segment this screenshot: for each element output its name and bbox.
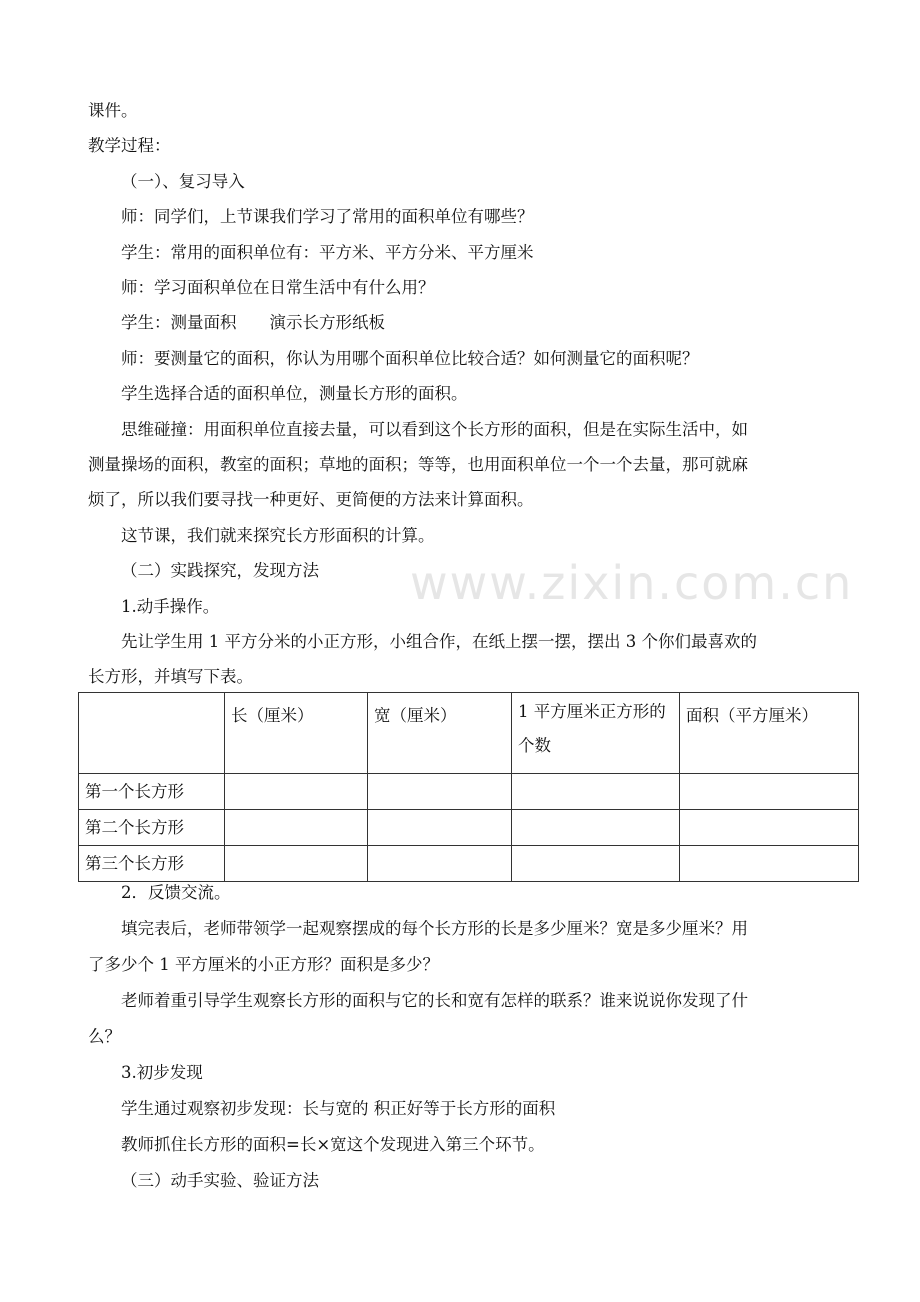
table-header-cell xyxy=(79,693,225,774)
text-line: 1.动手操作。 xyxy=(121,596,220,616)
text-line: 学生通过观察初步发现：长与宽的 积正好等于长方形的面积 xyxy=(121,1099,556,1118)
watermark: www.zixin.com.cn xyxy=(410,556,854,610)
table-row xyxy=(79,810,859,846)
rectangle-measurement-table xyxy=(78,692,859,882)
table-cell: 第三个长方形 xyxy=(79,846,225,882)
text-line: 么？ xyxy=(88,1027,121,1046)
table-header-cell xyxy=(512,693,680,774)
text-line: 老师着重引导学生观察长方形的面积与它的长和宽有怎样的联系？谁来说说你发现了什 xyxy=(121,991,748,1010)
table-header-text: 1 平方厘米正方形的个数 xyxy=(518,702,666,755)
table-cell xyxy=(512,774,680,810)
text-line: （二）实践探究，发现方法 xyxy=(121,561,319,581)
text-line: 学生：测量面积 演示长方形纸板 xyxy=(121,313,385,333)
table-header-cell: 宽（厘米） xyxy=(368,693,512,774)
table-cell: 第一个长方形 xyxy=(79,774,225,810)
text-line: 学生：常用的面积单位有：平方米、平方分米、平方厘米 xyxy=(121,242,534,262)
table-cell xyxy=(225,774,368,810)
text-line: 填完表后，老师带领学一起观察摆成的每个长方形的长是多少厘米？宽是多少厘米？用 xyxy=(121,919,748,938)
text-line: 测量操场的面积，教室的面积；草地的面积；等等，也用面积单位一个一个去量，那可就麻 xyxy=(88,455,748,474)
table-header-cell: 长（厘米） xyxy=(225,693,368,774)
text-line: 师：学习面积单位在日常生活中有什么用？ xyxy=(121,278,435,297)
text-line: 思维碰撞：用面积单位直接去量，可以看到这个长方形的面积，但是在实际生活中，如 xyxy=(121,419,748,439)
text-line: 烦了，所以我们要寻找一种更好、更简便的方法来计算面积。 xyxy=(88,490,534,510)
table-cell xyxy=(680,846,859,882)
text-line: 3.初步发现 xyxy=(121,1063,203,1082)
text-line: （三）动手实验、验证方法 xyxy=(121,1171,319,1190)
text-line: 这节课，我们就来探究长方形面积的计算。 xyxy=(121,525,435,545)
text-line: 2．反馈交流。 xyxy=(121,883,231,902)
table-row xyxy=(79,846,859,882)
table-cell xyxy=(368,774,512,810)
table-cell xyxy=(680,774,859,810)
text-line: 师：同学们，上节课我们学习了常用的面积单位有哪些？ xyxy=(121,207,534,227)
table-cell xyxy=(368,810,512,846)
text-line: 师：要测量它的面积，你认为用哪个面积单位比较合适？如何测量它的面积呢？ xyxy=(121,348,699,368)
table-row xyxy=(79,774,859,810)
table-cell xyxy=(512,810,680,846)
text-line: 长方形，并填写下表。 xyxy=(88,667,253,687)
table-cell xyxy=(680,810,859,846)
table-cell xyxy=(225,846,368,882)
text-line: 先让学生用 1 平方分米的小正方形，小组合作，在纸上摆一摆，摆出 3 个你们最喜欢的 xyxy=(121,632,757,651)
table-cell xyxy=(225,810,368,846)
table-header-cell: 面积（平方厘米） xyxy=(680,693,859,774)
text-line: 了多少个 1 平方厘米的小正方形？面积是多少？ xyxy=(88,955,439,974)
table-cell: 第二个长方形 xyxy=(79,810,225,846)
text-line: 学生选择合适的面积单位，测量长方形的面积。 xyxy=(121,384,468,404)
table-header-row xyxy=(79,693,859,774)
table-cell xyxy=(512,846,680,882)
text-line: 教学过程： xyxy=(88,136,171,156)
text-line: 教师抓住长方形的面积=长×宽这个发现进入第三个环节。 xyxy=(121,1135,545,1154)
text-line: （一）、复习导入 xyxy=(121,171,245,191)
text-line: 课件。 xyxy=(88,101,138,120)
table-cell xyxy=(368,846,512,882)
